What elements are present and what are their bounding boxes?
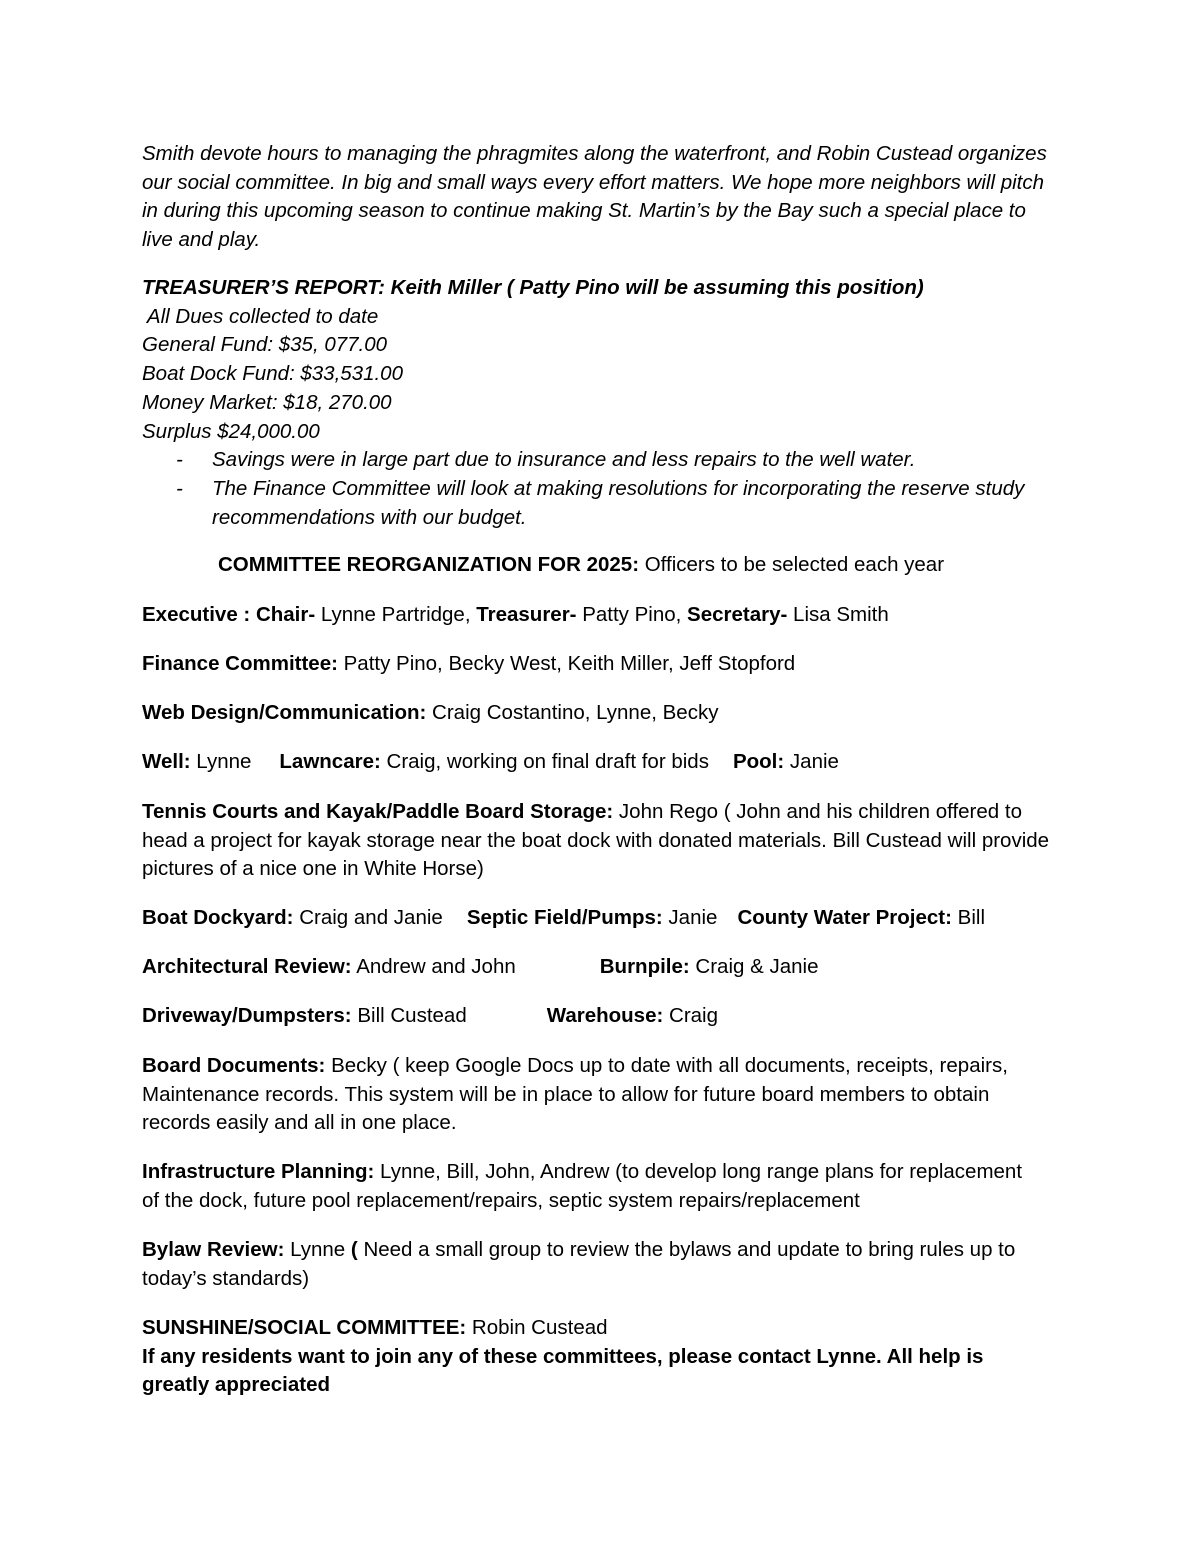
driveway-value: Bill Custead bbox=[351, 1004, 467, 1027]
money-market-line: Money Market: $18, 270.00 bbox=[142, 390, 392, 414]
executive-secretary-value: Lisa Smith bbox=[787, 603, 889, 626]
tennis-kayak-value: John Rego ( John and his children offered to head a project for kayak storage near the boat dock with donated materials. Bill Custead will provide pictures of a nice one in White Horse) bbox=[142, 800, 1050, 881]
finance-committee-label: Finance Committee: bbox=[142, 652, 338, 675]
treasurer-report-section bbox=[142, 274, 1062, 532]
lawncare-value: Craig, working on final draft for bids bbox=[380, 750, 709, 773]
septic-label: Septic Field/Pumps: bbox=[466, 906, 663, 929]
board-documents-value: Becky ( keep Google Docs up to date with all documents, receipts, repairs, Maintenance records. This system will be in place to allow for future board members to obtain records easily and all in one place. bbox=[142, 1054, 1008, 1135]
architectural-review-label: Architectural Review: bbox=[142, 955, 352, 978]
surplus-line: Surplus $24,000.00 bbox=[142, 419, 320, 443]
pool-label: Pool: bbox=[732, 750, 785, 773]
executive-treasurer-value: Patty Pino, bbox=[576, 603, 688, 626]
infrastructure-label: Infrastructure Planning: bbox=[142, 1160, 375, 1183]
committee-reorg-heading bbox=[218, 551, 1118, 580]
dues-collected-line: All Dues collected to date bbox=[142, 304, 379, 328]
board-documents-label: Board Documents: bbox=[142, 1054, 326, 1077]
join-committees-appeal: If any residents want to join any of these committees, please contact Lynne. All help is greatly appreciated bbox=[142, 1344, 984, 1397]
web-design-line bbox=[142, 699, 1062, 728]
driveway-label: Driveway/Dumpsters: bbox=[142, 1004, 352, 1027]
finance-committee-value: Patty Pino, Becky West, Keith Miller, Jeff Stopford bbox=[337, 652, 796, 675]
bullet-dash: - bbox=[176, 448, 183, 472]
well-label: Well: bbox=[142, 750, 191, 773]
executive-chair-value: Lynne Partridge, bbox=[315, 603, 477, 626]
web-design-value: Craig Costantino, Lynne, Becky bbox=[426, 701, 719, 724]
lawncare-label: Lawncare: bbox=[279, 750, 381, 773]
executive-chair-label: Executive : Chair- bbox=[142, 603, 316, 626]
executive-treasurer-label: Treasurer- bbox=[476, 603, 577, 626]
burnpile-value: Craig & Janie bbox=[689, 955, 819, 978]
bullet-text: Savings were in large part due to insurance and less repairs to the well water. bbox=[212, 448, 916, 472]
boat-dockyard-label: Boat Dockyard: bbox=[142, 906, 294, 929]
intro-paragraph: Smith devote hours to managing the phragmites along the waterfront, and Robin Custead organizes our social committee. In big and small ways every effort matters. We hope more neighbors will pitch in during this upcoming season to continue making St. Martin’s by the Bay such a special place to live and play. bbox=[142, 142, 1047, 252]
boat-dock-fund-line: Boat Dock Fund: $33,531.00 bbox=[142, 362, 403, 386]
bylaw-paren: ( bbox=[350, 1238, 358, 1261]
board-documents-paragraph bbox=[142, 1052, 1060, 1138]
tennis-kayak-label: Tennis Courts and Kayak/Paddle Board Storage: bbox=[142, 800, 614, 823]
sunshine-label: SUNSHINE/SOCIAL COMMITTEE: bbox=[142, 1316, 467, 1339]
bullet-text: The Finance Committee will look at making resolutions for incorporating the reserve study recommendations with our budget. bbox=[212, 476, 1025, 529]
tennis-kayak-paragraph bbox=[142, 798, 1062, 884]
septic-value: Janie bbox=[662, 906, 718, 929]
architectural-review-value: Andrew and John bbox=[351, 955, 516, 978]
well-value: Lynne bbox=[190, 750, 252, 773]
bylaw-review-paragraph bbox=[142, 1236, 1042, 1293]
infrastructure-paragraph bbox=[142, 1158, 1042, 1215]
boat-dockyard-value: Craig and Janie bbox=[293, 906, 443, 929]
sunshine-section bbox=[142, 1314, 1047, 1400]
warehouse-value: Craig bbox=[663, 1004, 718, 1027]
infrastructure-value: Lynne, Bill, John, Andrew (to develop long range plans for replacement of the dock, future pool replacement/repairs, septic system repairs/replacement bbox=[142, 1160, 1023, 1212]
sunshine-line bbox=[142, 1314, 1047, 1343]
bylaw-review-value: Lynne bbox=[284, 1238, 351, 1261]
list-item bbox=[142, 475, 1062, 532]
warehouse-label: Warehouse: bbox=[546, 1004, 664, 1027]
treasurer-notes-list bbox=[142, 446, 1062, 532]
reorg-heading-label: COMMITTEE REORGANIZATION FOR 2025: bbox=[218, 553, 640, 576]
executive-line bbox=[142, 601, 1062, 630]
general-fund-line: General Fund: $35, 077.00 bbox=[142, 333, 388, 357]
treasurer-report-heading: TREASURER’S REPORT: Keith Miller ( Patty Pino will be assuming this position) bbox=[142, 276, 924, 299]
executive-secretary-label: Secretary- bbox=[687, 603, 788, 626]
county-water-label: County Water Project: bbox=[737, 906, 952, 929]
web-design-label: Web Design/Communication: bbox=[142, 701, 427, 724]
bylaw-review-label: Bylaw Review: bbox=[142, 1238, 285, 1261]
pool-value: Janie bbox=[784, 750, 839, 773]
architectural-burnpile-line bbox=[142, 953, 1062, 982]
burnpile-label: Burnpile: bbox=[599, 955, 690, 978]
driveway-warehouse-line bbox=[142, 1002, 1062, 1031]
bullet-dash: - bbox=[176, 476, 183, 500]
list-item bbox=[142, 446, 1062, 475]
reorg-heading-text: Officers to be selected each year bbox=[639, 553, 945, 576]
sunshine-value: Robin Custead bbox=[466, 1316, 608, 1339]
county-water-value: Bill bbox=[951, 906, 986, 929]
boat-septic-county-line bbox=[142, 904, 1062, 933]
finance-committee-line bbox=[142, 650, 1062, 679]
bylaw-review-note: Need a small group to review the bylaws and update to bring rules up to today’s standards) bbox=[142, 1238, 1016, 1290]
well-lawncare-pool-line bbox=[142, 748, 1062, 777]
